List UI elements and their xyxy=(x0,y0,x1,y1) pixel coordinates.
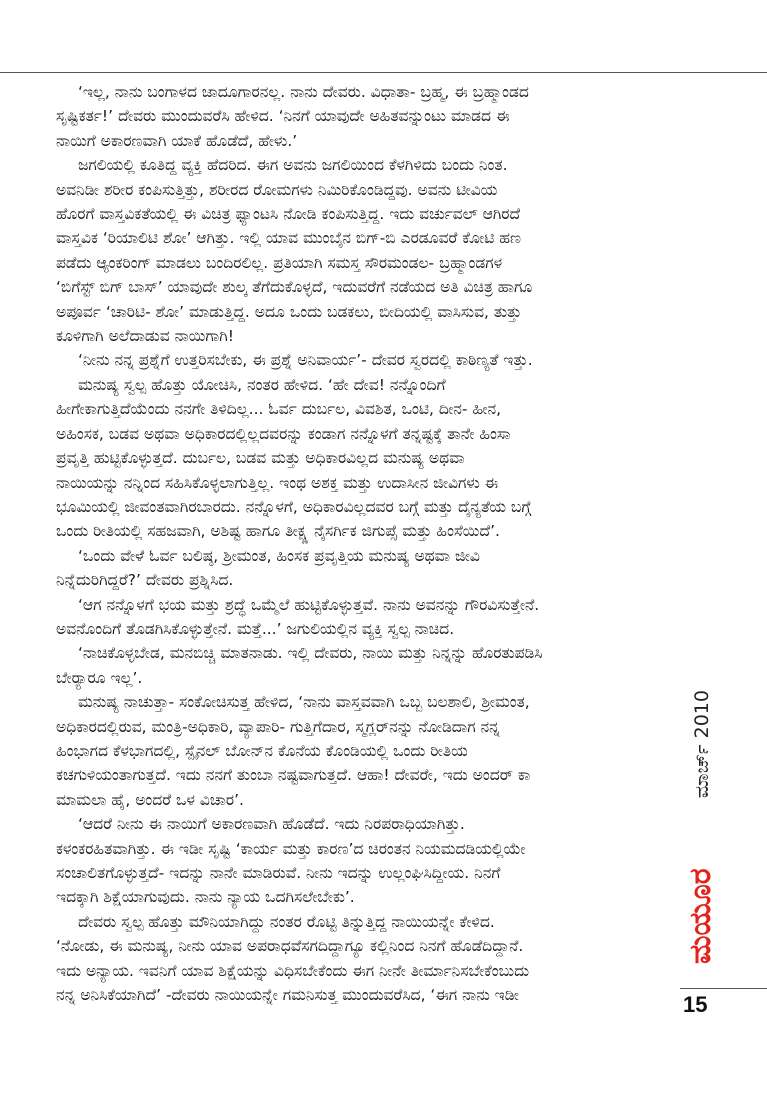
text-line: ‘ಒಂದು ವೇಳೆ ಓರ್ವ ಬಲಿಷ್ಠ, ಶ್ರೀಮಂತ, ಹಿಂಸಕ ಪ್ರವೃತ್ತಿಯ ಮನುಷ್ಯ ಅಥವಾ ಜೀವಿ xyxy=(78,546,480,565)
paragraph xyxy=(56,153,668,348)
text-line: ನಿನ್ನೆದುರಿಗಿದ್ದರೆ?’ ದೇವರು ಪ್ರಶ್ನಿಸಿದ. xyxy=(56,571,234,590)
text-line: ಕೂಳಿಗಾಗಿ ಅಲೆದಾಡುವ ನಾಯಿಗಾಗಿ! xyxy=(56,327,234,346)
page-number-divider xyxy=(680,988,767,989)
text-line: ವಾಸ್ತವಿಕ ‘ರಿಯಾಲಿಟಿ ಶೋ’ ಆಗಿತ್ತು. ಇಲ್ಲಿ ಯಾವ ಮುಂಬೈನ ಬಿಗ್-ಬಿ ಎರಡೂವರೆ ಕೋಟಿ ಹಣ xyxy=(56,229,521,248)
text-line: ಮಾಮಲಾ ಹೈ, ಅಂದರೆ ಒಳ ವಿಚಾರ’. xyxy=(56,790,244,809)
text-line: ಸಂಚಾಲಿತಗೊಳ್ಳುತ್ತದೆ- ಇದನ್ನು ನಾನೇ ಮಾಡಿರುವೆ. ನೀನು ಇದನ್ನು ಉಲ್ಲಂಘಿಸಿದ್ದೀಯ. ನಿನಗೆ xyxy=(56,864,501,882)
text-line: ‘ನಾಚಿಕೊಳ್ಳಬೇಡ, ಮನಬಿಚ್ಚಿ ಮಾತನಾಡು. ಇಲ್ಲಿ ದೇವರು, ನಾಯಿ ಮತ್ತು ನಿನ್ನನ್ನು ಹೊರತುಪಡಿಸಿ xyxy=(78,644,543,663)
text-line: ‘ಆದರೆ ನೀನು ಈ ನಾಯಿಗೆ ಅಕಾರಣವಾಗಿ ಹೊಡೆದೆ. ಇದು ನಿರಪರಾಧಿಯಾಗಿತ್ತು. xyxy=(78,815,465,834)
magazine-logo: ಮಯೂರ xyxy=(683,868,718,964)
text-line: ‘ಬಿಗೆಸ್ಟ್ ಬಿಗ್ ಬಾಸ್’ ಯಾವುದೇ ಶುಲ್ಕ ತೆಗೆದುಕೊಳ್ಳದೆ, ಇದುವರೆಗೆ ನಡೆಯದ ಅತಿ ವಿಚಿತ್ರ ಹಾಗೂ xyxy=(56,278,533,297)
text-line: ನಾಯಿಯನ್ನು ನನ್ನಿಂದ ಸಹಿಸಿಕೊಳ್ಳಲಾಗುತ್ತಿಲ್ಲ. ಇಂಥ ಅಶಕ್ತ ಮತ್ತು ಉದಾಸೀನ ಜೀವಿಗಳು ಈ xyxy=(56,473,499,492)
text-line: ಕಚಗುಳಿಯಂತಾಗುತ್ತದೆ. ಇದು ನನಗೆ ತುಂಬಾ ನಷ್ಟವಾಗುತ್ತದೆ. ಆಹಾ! ದೇವರೇ, ಇದು ಅಂದರ್ ಕಾ xyxy=(56,766,531,785)
paragraph xyxy=(56,80,668,153)
paragraph xyxy=(56,690,668,812)
article-body xyxy=(56,80,668,1007)
paragraph xyxy=(56,910,668,1008)
text-line: ‘ಆಗ ನನ್ನೊಳಗೆ ಭಯ ಮತ್ತು ಶ್ರದ್ಧೆ ಒಮ್ಮೆಲೆ ಹುಟ್ಟಿಕೊಳ್ಳುತ್ತವೆ. ನಾನು ಅವನನ್ನು ಗೌರವಿಸುತ್ತೇನೆ. xyxy=(78,595,540,614)
text-line: ಹೊರಗೆ ವಾಸ್ತವಿಕತೆಯಲ್ಲಿ ಈ ವಿಚಿತ್ರ ಫ್ಯಾಂಟಸಿ ನೋಡಿ ಕಂಪಿಸುತ್ತಿದ್ದ. ಇದು ವರ್ಚುವಲ್ ಆಗಿರದೆ xyxy=(56,205,521,224)
text-line: ‘ನೋಡು, ಈ ಮನುಷ್ಯ, ನೀನು ಯಾವ ಅಪರಾಧವೆಸಗದಿದ್ದಾಗ್ಯೂ ಕಲ್ಲಿನಿಂದ ನಿನಗೆ ಹೊಡೆದಿದ್ದಾನೆ. xyxy=(56,937,524,956)
paragraph xyxy=(56,641,668,690)
text-line: ‘ನೀನು ನನ್ನ ಪ್ರಶ್ನೆಗೆ ಉತ್ತರಿಸಬೇಕು, ಈ ಪ್ರಶ್ನೆ ಅನಿವಾರ್ಯ’- ದೇವರ ಸ್ವರದಲ್ಲಿ ಕಾಠಿಣ್ಯತೆ ಇತ್ತು. xyxy=(78,351,533,370)
paragraph xyxy=(56,348,668,372)
paragraph xyxy=(56,373,668,544)
text-line: ಅಧಿಕಾರದಲ್ಲಿರುವ, ಮಂತ್ರಿ-ಅಧಿಕಾರಿ, ವ್ಯಾಪಾರಿ- ಗುತ್ತಿಗೆದಾರ, ಸ್ಮಗ್ಲರ್‌ನನ್ನು ನೋಡಿದಾಗ ನನ್ನ xyxy=(56,717,500,736)
text-line: ಜಗಲಿಯಲ್ಲಿ ಕೂತಿದ್ದ ವ್ಯಕ್ತಿ ಹೆದರಿದ. ಈಗ ಅವನು ಜಗಲಿಯಿಂದ ಕೆಳಗಿಳಿದು ಬಂದು ನಿಂತ. xyxy=(78,156,508,175)
text-line: ನನ್ನ ಅನಿಸಿಕೆಯಾಗಿದೆ’ -ದೇವರು ನಾಯಿಯನ್ನೇ ಗಮನಿಸುತ್ತ ಮುಂದುವರೆಸಿದ, ‘ಈಗ ನಾನು ಇಡೀ xyxy=(56,986,519,1005)
text-line: ಅಹಿಂಸಕ, ಬಡವ ಅಥವಾ ಅಧಿಕಾರದಲ್ಲಿಲ್ಲದವರನ್ನು ಕಂಡಾಗ ನನ್ನೊಳಗೆ ತನ್ನಷ್ಟಕ್ಕೆ ತಾನೇ ಹಿಂಸಾ xyxy=(56,424,511,443)
text-line: ಹೀಗೇಕಾಗುತ್ತಿದೆಯೆಂದು ನನಗೇ ತಿಳಿದಿಲ್ಲ... ಓರ್ವ ದುರ್ಬಲ, ವಿವಶಿತ, ಒಂಟಿ, ದೀನ- ಹೀನ, xyxy=(56,400,502,419)
text-line: ಕಳಂಕರಹಿತವಾಗಿತ್ತು. ಈ ಇಡೀ ಸೃಷ್ಟಿ ‘ಕಾರ್ಯ ಮತ್ತು ಕಾರಣ’ದ ಚಿರಂತನ ನಿಯಮದಡಿಯಲ್ಲಿಯೇ xyxy=(56,839,526,858)
text-line: ಮನುಷ್ಯ ನಾಚುತ್ತಾ- ಸಂಕೋಚಿಸುತ್ತ ಹೇಳಿದ, ‘ನಾನು ವಾಸ್ತವವಾಗಿ ಒಬ್ಬ ಬಲಶಾಲಿ, ಶ್ರೀಮಂತ, xyxy=(78,693,530,712)
text-line: ಮನುಷ್ಯ ಸ್ವಲ್ಪ ಹೊತ್ತು ಯೋಚಿಸಿ, ನಂತರ ಹೇಳಿದ. ‘ಹೇ ದೇವ! ನನ್ನೊಂದಿಗೆ xyxy=(78,375,446,394)
text-line: ‘ಇಲ್ಲ, ನಾನು ಬಂಗಾಳದ ಜಾದೂಗಾರನಲ್ಲ. ನಾನು ದೇವರು. ವಿಧಾತಾ- ಬ್ರಹ್ಮ, ಈ ಬ್ರಹ್ಮಾಂಡದ xyxy=(78,83,529,101)
text-line: ಪಡೆದು ಆ್ಯಂಕರಿಂಗ್ ಮಾಡಲು ಬಂದಿರಲಿಲ್ಲ. ಪ್ರತಿಯಾಗಿ ಸಮಸ್ತ ಸೌರಮಂಡಲ- ಬ್ರಹ್ಮಾಂಡಗಳ xyxy=(56,253,503,272)
issue-date: ಮಾರ್ಚ್ 2010 xyxy=(691,690,713,799)
text-line: ದೇವರು ಸ್ವಲ್ಪ ಹೊತ್ತು ಮೌನಿಯಾಗಿದ್ದು ನಂತರ ರೊಟ್ಟಿ ತಿನ್ನುತ್ತಿದ್ದ ನಾಯಿಯನ್ನೇ ಕೇಳಿದ. xyxy=(78,912,495,931)
top-divider-line xyxy=(0,72,767,73)
text-line: ಇದು ಅನ್ಯಾಯ. ಇವನಿಗೆ ಯಾವ ಶಿಕ್ಷೆಯನ್ನು ವಿಧಿಸಬೇಕೆಂದು ಈಗ ನೀನೇ ತೀರ್ಮಾನಿಸಬೇಕೆಂಬುದು xyxy=(56,961,530,980)
text-line: ಭೂಮಿಯಲ್ಲಿ ಜೀವಂತವಾಗಿರಬಾರದು. ನನ್ನೊಳಗೆ, ಅಧಿಕಾರವಿಲ್ಲದವರ ಬಗ್ಗೆ ಮತ್ತು ದೈನ್ಯತೆಯ ಬಗ್ಗೆ xyxy=(56,497,532,516)
paragraph xyxy=(56,593,668,642)
text-line: ಹಿಂಭಾಗದ ಕೆಳಭಾಗದಲ್ಲಿ, ಸ್ಪೈನಲ್ ಬೋನ್‌ನ ಕೊನೆಯ ಕೊಂಡಿಯಲ್ಲಿ ಒಂದು ರೀತಿಯ xyxy=(56,741,468,760)
text-line: ಅವನೊಂದಿಗೆ ತೊಡಗಿಸಿಕೊಳ್ಳುತ್ತೇನೆ. ಮತ್ತೆ...’ ಜಗುಲಿಯಲ್ಲಿನ ವ್ಯಕ್ತಿ ಸ್ವಲ್ಪ ನಾಚಿದ. xyxy=(56,619,455,638)
page-number: 15 xyxy=(683,992,708,1017)
text-line: ಸೃಷ್ಟಿಕರ್ತ!’ ದೇವರು ಮುಂದುವರೆಸಿ ಹೇಳಿದ. ‘ನಿನಗೆ ಯಾವುದೇ ಅಹಿತವನ್ನುಂಟು ಮಾಡದ ಈ xyxy=(56,107,510,126)
text-line: ನಾಯಿಗೆ ಅಕಾರಣವಾಗಿ ಯಾಕೆ ಹೊಡೆದೆ, ಹೇಳು.’ xyxy=(56,131,298,150)
text-line: ಪ್ರವೃತ್ತಿ ಹುಟ್ಟಿಕೊಳ್ಳುತ್ತದೆ. ದುರ್ಬಲ, ಬಡವ ಮತ್ತು ಅಧಿಕಾರವಿಲ್ಲದ ಮನುಷ್ಯ ಅಥವಾ xyxy=(56,449,465,468)
text-line: ಇದಕ್ಕಾಗಿ ಶಿಕ್ಷೆಯಾಗುವುದು. ನಾನು ನ್ಯಾಯ ಒದಗಿಸಲೇಬೇಕು’. xyxy=(56,888,355,907)
text-line: ಅಪೂರ್ವ ‘ಚಾರಿಟಿ- ಶೋ’ ಮಾಡುತ್ತಿದ್ದ. ಅದೂ ಒಂದು ಬಡಕಲು, ಬೀದಿಯಲ್ಲಿ ವಾಸಿಸುವ, ತುತ್ತು xyxy=(56,302,522,321)
text-line: ಒಂದು ರೀತಿಯಲ್ಲಿ ಸಹಜವಾಗಿ, ಅಶಿಷ್ಟ ಹಾಗೂ ತೀಕ್ಷ್ಣ ನೈಸರ್ಗಿಕ ಜಿಗುಪ್ಸೆ ಮತ್ತು ಹಿಂಸೆಯಿದೆ’. xyxy=(56,522,500,541)
paragraph xyxy=(56,544,668,593)
text-line: ಅವನಿಡೀ ಶರೀರ ಕಂಪಿಸುತ್ತಿತ್ತು, ಶರೀರದ ರೋಮಗಳು ನಿಮಿರಿಕೊಂಡಿದ್ದವು. ಅವನು ಟೀವಿಯ xyxy=(56,180,498,199)
text-line: ಬೇರ್‍ಯಾರೂ ಇಲ್ಲ’. xyxy=(56,668,143,687)
paragraph xyxy=(56,812,668,910)
